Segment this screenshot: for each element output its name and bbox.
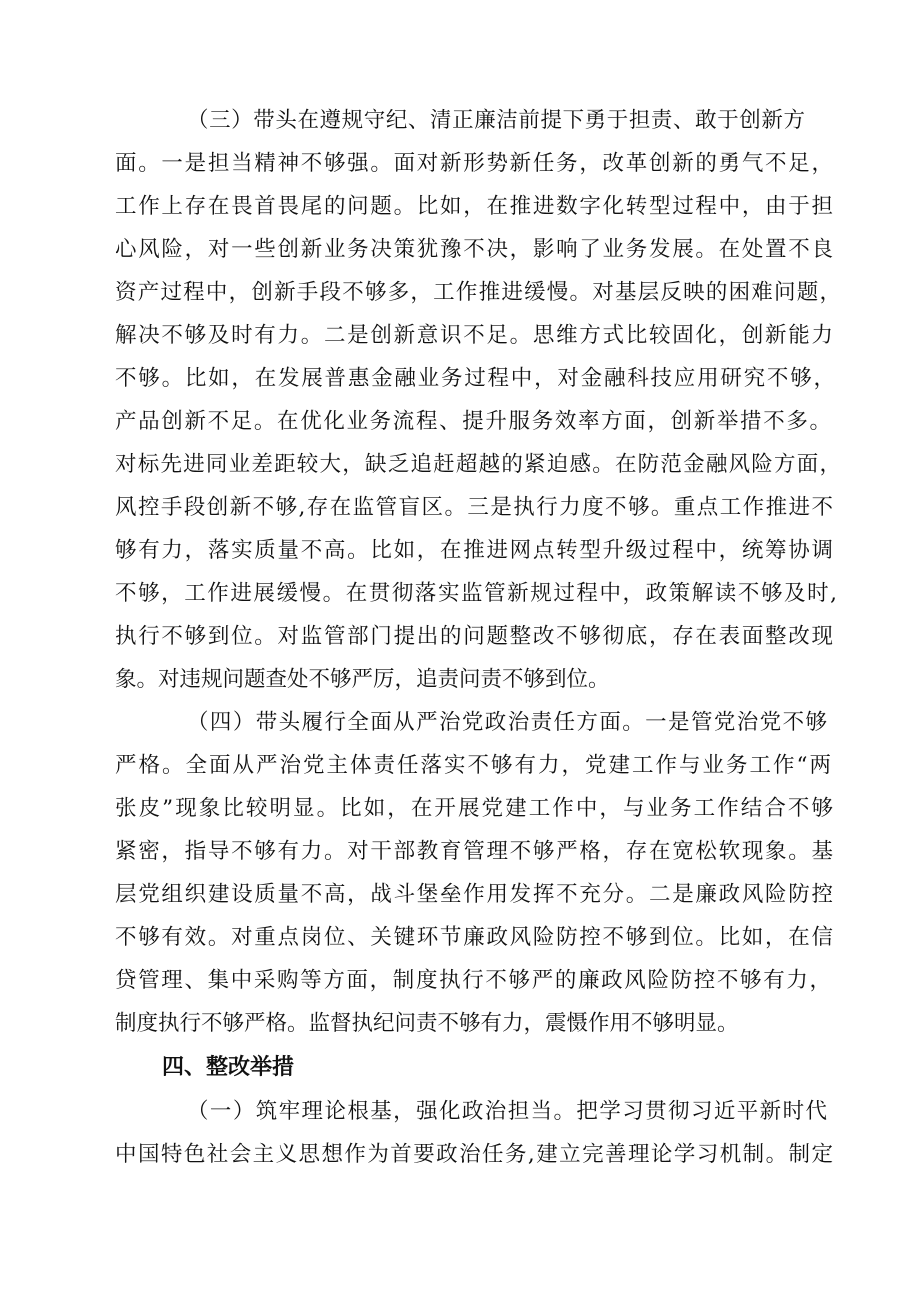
paragraph-line: 够有力，落实质量不高。比如，在推进网点转型升级过程中，统筹协调 [115,538,833,563]
paragraph-line: 资产过程中，创新手段不够多，工作推进缓慢。对基层反映的困难问题， [115,280,841,305]
paragraph-line: 制度执行不够严格。监督执纪问责不够有力，震慑作用不够明显。 [115,1011,739,1036]
paragraph-line: 解决不够及时有力。二是创新意识不足。思维方式比较固化，创新能力 [115,323,833,348]
paragraph-line: （一）筑牢理论根基，强化政治担当。把学习贯彻习近平新时代 [187,1099,827,1124]
paragraph-line: 对标先进同业差距较大，缺乏追赶超越的紧迫感。在防范金融风险方面， [115,452,841,477]
paragraph-line: 严格。全面从严治党主体责任落实不够有力，党建工作与业务工作“两 [115,753,831,778]
paragraph-line: 贷管理、集中采购等方面，制度执行不够严的廉政风险防控不够有力， [115,968,831,993]
paragraph-line: 不够有效。对重点岗位、关键环节廉政风险防控不够到位。比如，在信 [115,925,833,950]
paragraph-line: 象。对违规问题查处不够严厉，追责问责不够到位。 [115,667,610,692]
paragraph-line: 面。一是担当精神不够强。面对新形势新任务，改革创新的勇气不足， [115,151,833,176]
paragraph-line: 产品创新不足。在优化业务流程、提升服务效率方面，创新举措不多。 [115,409,831,434]
paragraph-line: 紧密，指导不够有力。对干部教育管理不够严格，存在宽松软现象。基 [115,839,833,864]
paragraph-line: 不够。比如，在发展普惠金融业务过程中，对金融科技应用研究不够， [115,366,835,391]
section-heading: 四、整改举措 [162,1055,295,1080]
paragraph-line: （四）带头履行全面从严治党政治责任方面。一是管党治党不够 [187,710,827,735]
paragraph-line: 不够，工作进展缓慢。在贯彻落实监管新规过程中，政策解读不够及时, [115,581,837,606]
paragraph-line: 风控手段创新不够,存在监管盲区。三是执行力度不够。重点工作推进不 [115,495,833,520]
paragraph-line: 中国特色社会主义思想作为首要政治任务,建立完善理论学习机制。制定 [115,1142,833,1167]
paragraph-line: （三）带头在遵规守纪、清正廉洁前提下勇于担责、敢于创新方 [187,108,805,133]
paragraph-line: 层党组织建设质量不高，战斗堡垒作用发挥不充分。二是廉政风险防控 [115,882,833,907]
paragraph-line: 心风险，对一些创新业务决策犹豫不决，影响了业务发展。在处置不良 [115,237,833,262]
paragraph-line: 工作上存在畏首畏尾的问题。比如，在推进数字化转型过程中，由于担 [115,194,833,219]
paragraph-line: 张皮”现象比较明显。比如，在开展党建工作中，与业务工作结合不够 [115,796,833,821]
paragraph-line: 执行不够到位。对监管部门提出的问题整改不够彻底，存在表面整改现 [115,624,833,649]
